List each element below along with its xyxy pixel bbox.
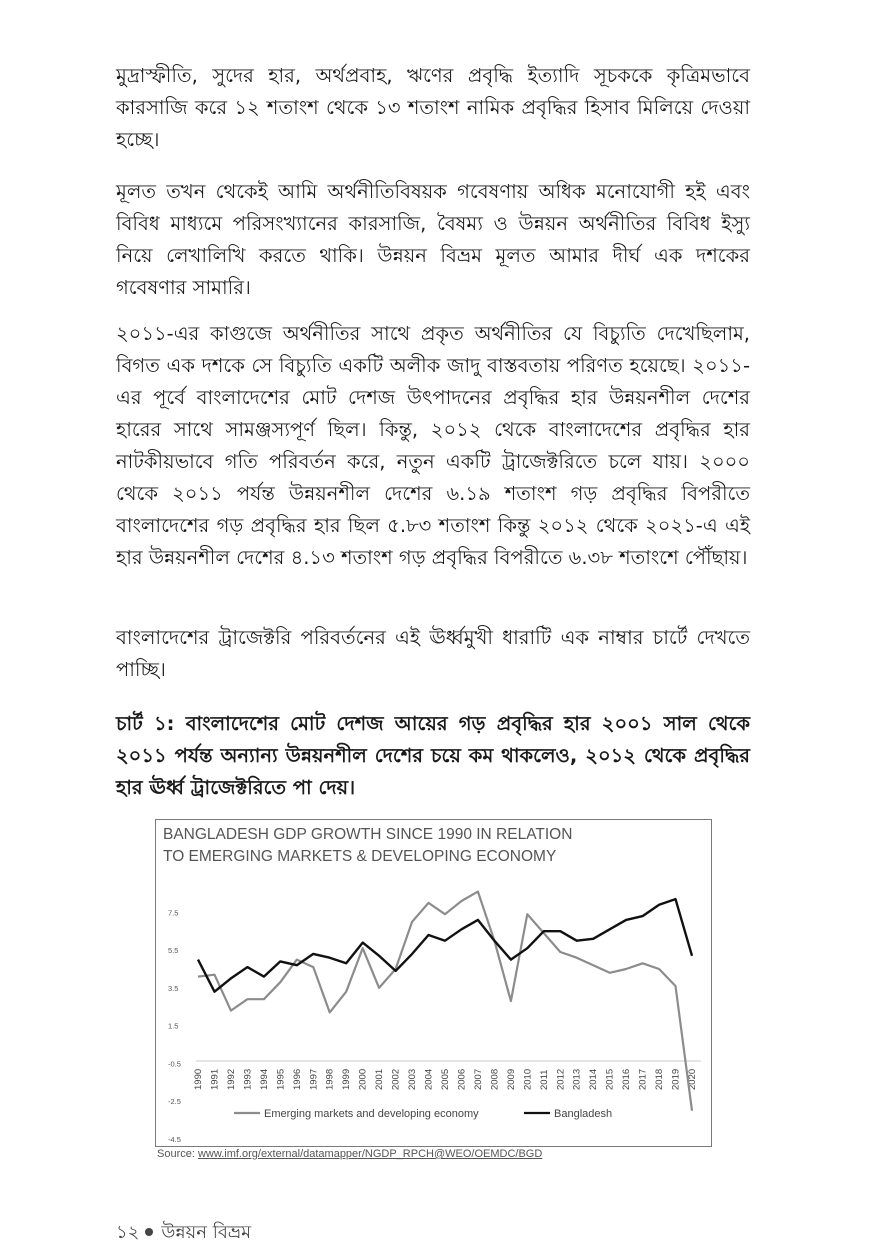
x-axis (193, 1069, 698, 1090)
chart-title-line-1: BANGLADESH GDP GROWTH SINCE 1990 IN RELATION (163, 826, 573, 843)
x-tick-label: 1997 (308, 1068, 320, 1090)
x-tick-label: 1994 (258, 1068, 270, 1090)
x-tick-label: 2012 (555, 1068, 567, 1090)
chart-caption: চার্ট ১: বাংলাদেশের মোট দেশজ আয়ের গড় প্রবৃদ্ধির হার ২০০১ সাল থেকে ২০১১ পর্যন্ত অন্যান্য উন্নয়নশীল দেশের চয়ে কম থাকলেও, ২০১২ থেকে প্রবৃদ্ধির হার ঊর্ধ্ব ট্রাজেক্টরিতে পা দেয়। (116, 712, 750, 799)
bullet-dot (145, 1228, 153, 1236)
y-tick-label: -0.5 (168, 1059, 181, 1069)
x-tick-label: 2014 (588, 1068, 600, 1090)
chart-title-line-2: TO EMERGING MARKETS & DEVELOPING ECONOMY (163, 848, 557, 865)
y-axis (168, 908, 181, 1144)
x-tick-label: 2003 (407, 1068, 419, 1090)
x-tick-label: 2010 (522, 1068, 534, 1090)
x-tick-label: 1993 (242, 1068, 254, 1090)
x-tick-label: 2019 (670, 1068, 682, 1090)
x-tick-label: 2000 (357, 1068, 369, 1090)
chart-legend (234, 1108, 612, 1120)
legend-label: Emerging markets and developing economy (264, 1108, 479, 1120)
x-tick-label: 1991 (209, 1068, 221, 1090)
body-paragraph: বাংলাদেশের ট্রাজেক্টরি পরিবর্তনের এই ঊর্ধ্বমুখী ধারাটি এক নাম্বার চার্টে দেখতে পাচ্ছি। (116, 626, 750, 681)
source-label: Source: (157, 1148, 195, 1160)
x-tick-label: 2002 (390, 1068, 402, 1090)
x-tick-label: 2009 (505, 1068, 517, 1090)
chart-source (157, 1148, 542, 1160)
x-tick-label: 1995 (275, 1068, 287, 1090)
y-tick-label: 1.5 (168, 1021, 179, 1031)
x-tick-label: 2017 (637, 1068, 649, 1090)
page-footer (116, 1218, 251, 1249)
y-tick-label: -4.5 (168, 1135, 181, 1144)
body-paragraph: ২০১১-এর কাগুজে অর্থনীতির সাথে প্রকৃত অর্থনীতির যে বিচ্যুতি দেখেছিলাম, বিগত এক দশকে সে বিচ্যুতি একটি অলীক জাদু বাস্তবতায় পরিণত হয়েছে। ২০১১-এর পূর্বে বাংলাদেশের মোট দেশজ উৎপাদনের প্রবৃদ্ধির হার উন্নয়নশীল দেশের হারের সাথে সামঞ্জস্যপূর্ণ ছিল। কিন্তু, ২০১২ থেকে বাংলাদেশের প্রবৃদ্ধির হার নাটকীয়ভাবে গতি পরিবর্তন করে, নতুন একটি ট্রাজেক্টরিতে চলে যায়। ২০০০ থেকে ২০১১ পর্যন্ত উন্নয়নশীল দেশের ৬.১৯ শতাংশ গড় প্রবৃদ্ধির বিপরীতে বাংলাদেশের গড় প্রবৃদ্ধির হার ছিল ৫.৮৩ শতাংশ কিন্তু ২০১২ থেকে ২০২১-এ এই হার উন্নয়নশীল দেশের ৪.১৩ শতাংশ গড় প্রবৃদ্ধির বিপরীতে ৬.৩৮ শতাংশে পৌঁছায়। (116, 322, 750, 569)
x-tick-label: 2011 (538, 1069, 550, 1090)
x-tick-label: 2004 (423, 1068, 435, 1090)
y-tick-label: 3.5 (168, 983, 179, 993)
x-tick-label: 2015 (604, 1068, 616, 1090)
chart-canvas (156, 820, 711, 1146)
legend-label: Bangladesh (554, 1108, 613, 1120)
body-paragraph: মুদ্রাস্ফীতি, সুদের হার, অর্থপ্রবাহ, ঋণের প্রবৃদ্ধি ইত্যাদি সূচককে কৃত্রিমভাবে কারসাজি করে ১২ শতাংশ থেকে ১৩ শতাংশ নামিক প্রবৃদ্ধির হিসাব মিলিয়ে দেওয়া হচ্ছে। (116, 64, 750, 151)
x-tick-label: 1999 (341, 1068, 353, 1090)
x-tick-label: 2013 (571, 1068, 583, 1090)
x-tick-label: 1998 (324, 1068, 336, 1090)
book-title: উন্নয়ন বিভ্রম (161, 1222, 252, 1243)
y-tick-label: 5.5 (168, 946, 179, 956)
gdp-growth-chart (155, 819, 712, 1147)
x-tick-label: 1990 (193, 1068, 204, 1090)
x-tick-label: 2008 (489, 1068, 501, 1090)
source-link[interactable]: www.imf.org/external/datamapper/NGDP_RPCH@WEO/OEMDC/BGD (197, 1148, 543, 1160)
x-tick-label: 2001 (374, 1068, 386, 1090)
y-tick-label: -2.5 (168, 1097, 181, 1107)
x-tick-label: 2016 (621, 1068, 633, 1090)
x-tick-label: 2020 (687, 1068, 698, 1090)
y-tick-label: 7.5 (168, 908, 179, 918)
body-paragraph: মূলত তখন থেকেই আমি অর্থনীতিবিষয়ক গবেষণায় অধিক মনোযোগী হই এবং বিবিধ মাধ্যমে পরিসংখ্যানের কারসাজি, বৈষম্য ও উন্নয়ন অর্থনীতির বিবিধ ইস্যু নিয়ে লেখালিখি করতে থাকি। উন্নয়ন বিভ্রম মূলত আমার দীর্ঘ এক দশকের গবেষণার সামারি। (116, 180, 750, 299)
x-tick-label: 2005 (440, 1068, 451, 1090)
x-tick-label: 2018 (654, 1068, 666, 1090)
x-tick-label: 2007 (472, 1068, 484, 1090)
x-tick-label: 1992 (225, 1068, 237, 1090)
page-number: ১২ (116, 1222, 140, 1243)
x-tick-label: 2006 (456, 1068, 468, 1090)
x-tick-label: 1996 (291, 1068, 303, 1090)
